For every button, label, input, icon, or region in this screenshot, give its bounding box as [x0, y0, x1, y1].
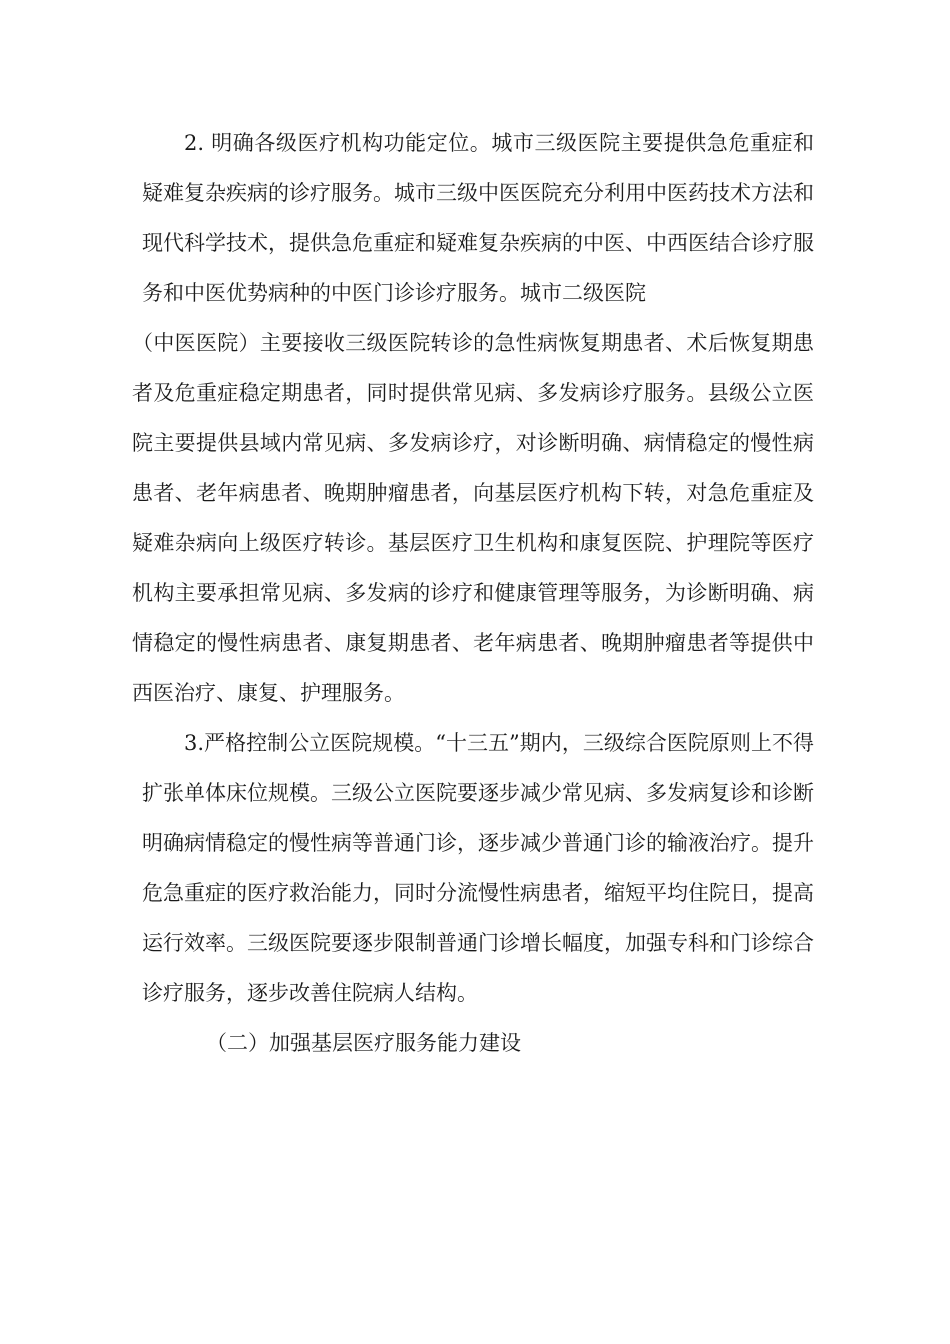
document-body [132, 118, 814, 1068]
paragraph-function-positioning-continued: （中医医院）主要接收三级医院转诊的急性病恢复期患者、术后恢复期患者及危重症稳定期患者，同时提供常见病、多发病诊疗服务。县级公立医院主要提供县域内常见病、多发病诊疗，对诊断明确、病情稳定的慢性病患者、老年病患者、晚期肿瘤患者，向基层医疗机构下转，对急危重症及疑难杂病向上级医疗转诊。基层医疗卫生机构和康复医院、护理院等医疗机构主要承担常见病、多发病的诊疗和健康管理等服务，为诊断明确、病情稳定的慢性病患者、康复期患者、老年病患者、晚期肿瘤患者等提供中西医治疗、康复、护理服务。 [132, 331, 814, 705]
paragraph-function-positioning: 2. 明确各级医疗机构功能定位。城市三级医院主要提供急危重症和疑难复杂疾病的诊疗服务。城市三级中医医院充分利用中医药技术方法和现代科学技术，提供急危重症和疑难复杂疾病的中医、中西医结合诊疗服务和中医优势病种的中医门诊诊疗服务。城市二级医院 [142, 131, 814, 305]
paragraph-scale-control: 3.严格控制公立医院规模。“十三五”期内，三级综合医院原则上不得扩张单体床位规模。三级公立医院要逐步减少常见病、多发病复诊和诊断明确病情稳定的慢性病等普通门诊，逐步减少普通门诊的输液治疗。提升危急重症的医疗救治能力，同时分流慢性病患者，缩短平均住院日，提高运行效率。三级医院要逐步限制普通门诊增长幅度，加强专科和门诊综合诊疗服务，逐步改善住院病人结构。 [142, 731, 814, 1005]
section-heading: （二）加强基层医疗服务能力建设 [206, 1031, 521, 1055]
